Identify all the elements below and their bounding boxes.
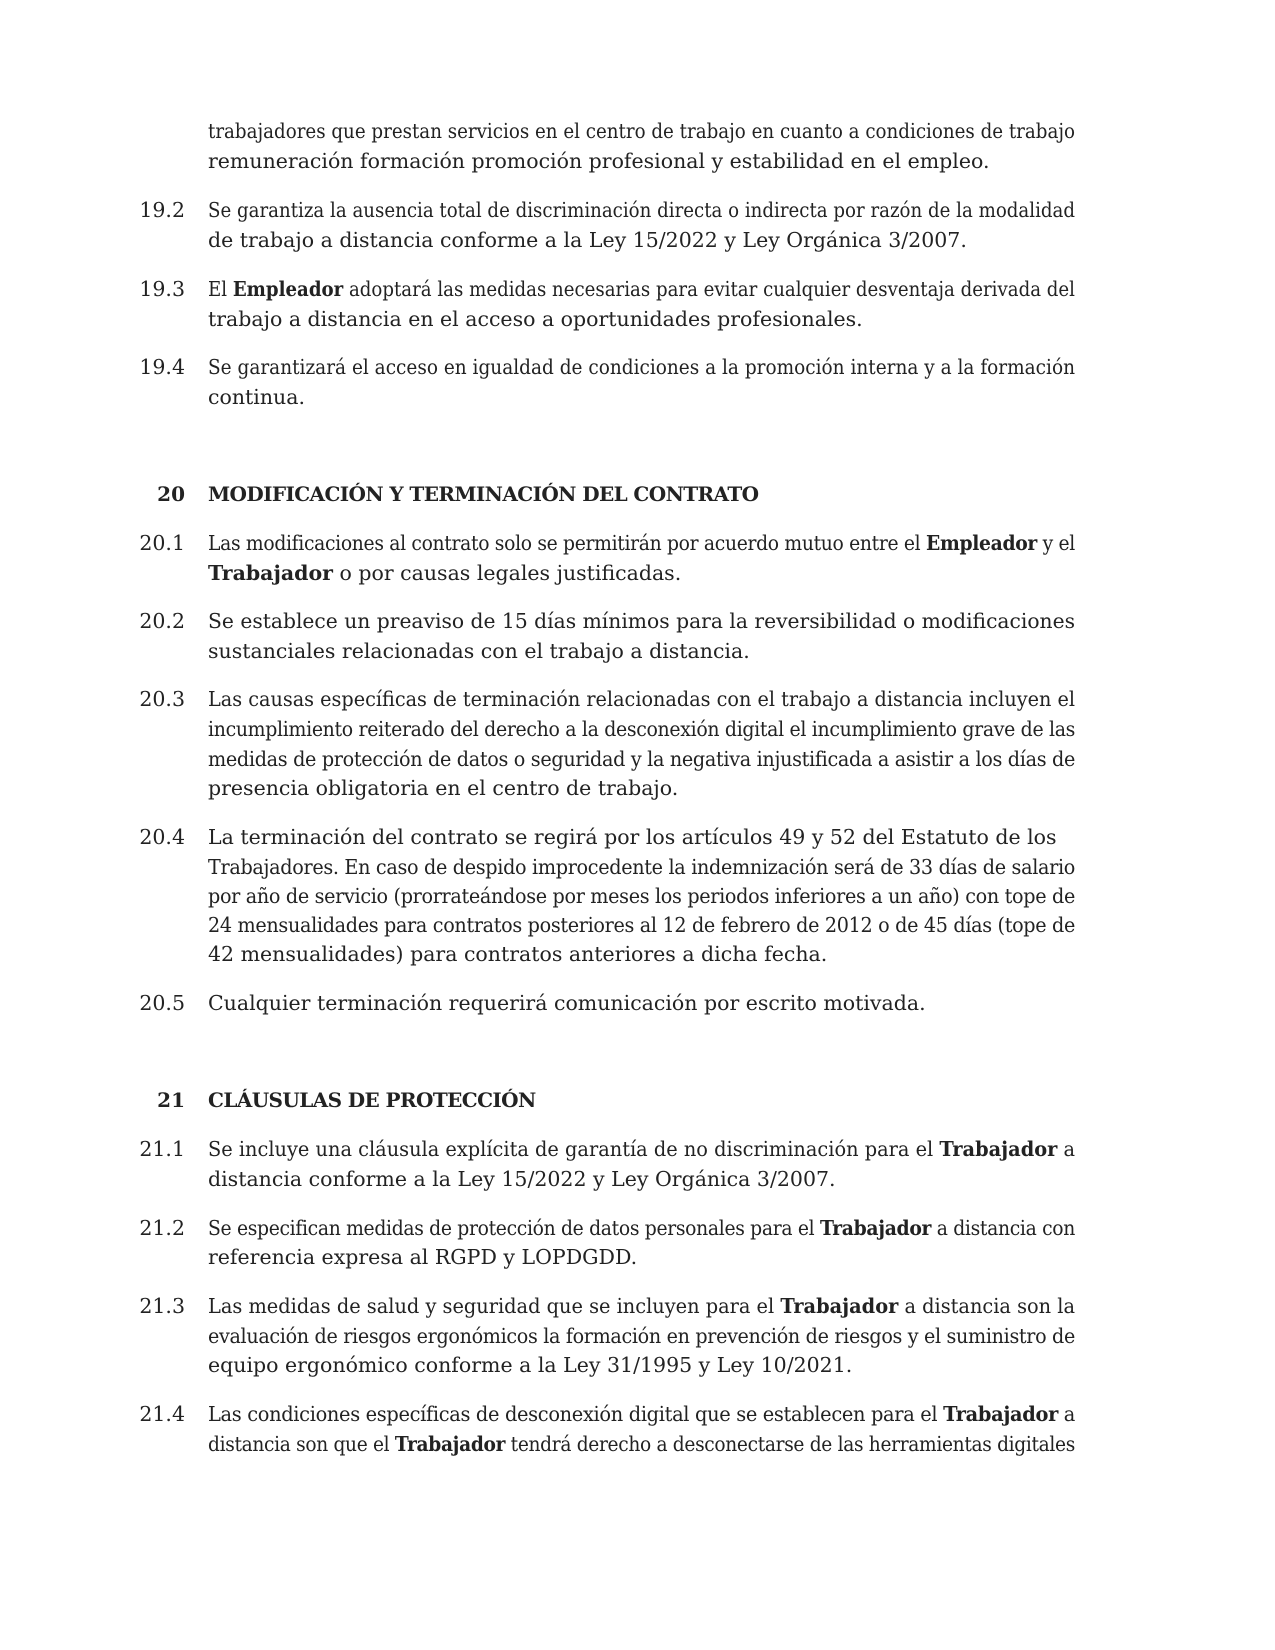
clause-number: 20.3 [139, 687, 185, 711]
clause-text: Cualquier terminación requerirá comunicación por escrito motivada. [208, 991, 926, 1015]
clause-text: El Empleador adoptará las medidas necesarias para evitar cualquier desventaja derivada del [208, 277, 1075, 301]
defined-term: Empleador [232, 277, 344, 301]
clause-text: Las causas específicas de terminación relacionadas con el trabajo a distancia incluyen el [208, 687, 1076, 711]
clause-text: por año de servicio (prorrateándose por meses los periodos inferiores a un año) con tope de [208, 884, 1075, 908]
clause-number: 21.3 [139, 1294, 185, 1318]
clause-number: 19.4 [139, 355, 185, 379]
clause-text: trabajadores que prestan servicios en el centro de trabajo en cuanto a condiciones de trabajo [208, 119, 1075, 143]
clause-text: evaluación de riesgos ergonómicos la formación en prevención de riesgos y el suministro de [208, 1324, 1075, 1348]
section-number: 20 [157, 482, 185, 506]
clause-text: Se garantiza la ausencia total de discriminación directa o indirecta por razón de la modalidad [208, 198, 1076, 222]
defined-term: Trabajador [394, 1432, 506, 1456]
clause-number: 19.3 [139, 277, 185, 301]
clause-text: presencia obligatoria en el centro de trabajo. [208, 776, 679, 800]
clause-text: equipo ergonómico conforme a la Ley 31/1995 y Ley 10/2021. [208, 1353, 853, 1377]
clause-text: trabajo a distancia en el acceso a oportunidades profesionales. [208, 307, 863, 331]
clause-text: Las condiciones específicas de desconexión digital que se establecen para el Trabajador a [208, 1402, 1076, 1426]
clause-text: La terminación del contrato se regirá por los artículos 49 y 52 del Estatuto de los [208, 825, 1057, 849]
clause-text: Trabajadores. En caso de despido improcedente la indemnización será de 33 días de salario [208, 855, 1076, 879]
clause-text: de trabajo a distancia conforme a la Ley 15/2022 y Ley Orgánica 3/2007. [208, 228, 967, 252]
section-number: 21 [157, 1088, 185, 1112]
clause-text: distancia son que el Trabajador tendrá derecho a desconectarse de las herramientas digitales [208, 1432, 1075, 1456]
clause-text: sustanciales relacionadas con el trabajo a distancia. [208, 639, 750, 663]
clause-number: 19.2 [139, 198, 185, 222]
clause-text: 24 mensualidades para contratos posteriores al 12 de febrero de 2012 o de 45 días (tope de [208, 913, 1076, 937]
defined-term: Trabajador [208, 561, 333, 585]
clause-text: continua. [208, 385, 305, 409]
clause-number: 20.4 [139, 825, 185, 849]
clause-text: 42 mensualidades) para contratos anteriores a dicha fecha. [208, 942, 828, 966]
clause-text: Se garantizará el acceso en igualdad de condiciones a la promoción interna y a la formación [208, 355, 1075, 379]
clause-number: 20.1 [139, 531, 185, 555]
clause-text: medidas de protección de datos o seguridad y la negativa injustificada a asistir a los días de [208, 747, 1075, 771]
defined-term: Trabajador [819, 1216, 932, 1240]
clause-text: Las medidas de salud y seguridad que se incluyen para el Trabajador a distancia son la [208, 1294, 1076, 1318]
clause-number: 21.1 [139, 1137, 185, 1161]
section-title: MODIFICACIÓN Y TERMINACIÓN DEL CONTRATO [208, 482, 759, 506]
defined-term: Empleador [925, 531, 1037, 555]
clause-text: distancia conforme a la Ley 15/2022 y Ley Orgánica 3/2007. [208, 1167, 836, 1191]
clause-text: Las modificaciones al contrato solo se permitirán por acuerdo mutuo entre el Empleador y el [208, 531, 1075, 555]
clause-text: Trabajador o por causas legales justificadas. [208, 561, 682, 585]
clause-text: referencia expresa al RGPD y LOPDGDD. [208, 1245, 638, 1269]
clause-text: Se incluye una cláusula explícita de garantía de no discriminación para el Trabajador a [208, 1137, 1076, 1161]
clause-number: 20.5 [139, 991, 185, 1015]
clause-text: Se establece un preaviso de 15 días mínimos para la reversibilidad o modificaciones [208, 609, 1076, 633]
clause-number: 20.2 [139, 609, 185, 633]
defined-term: Trabajador [943, 1402, 1058, 1426]
clause-number: 21.4 [139, 1402, 185, 1426]
clause-number: 21.2 [139, 1216, 185, 1240]
clause-text: remuneración formación promoción profesional y estabilidad en el empleo. [208, 149, 990, 173]
section-title: CLÁUSULAS DE PROTECCIÓN [208, 1088, 536, 1112]
defined-term: Trabajador [780, 1294, 899, 1318]
clause-text: incumplimiento reiterado del derecho a la desconexión digital el incumplimiento grave de las [208, 717, 1076, 741]
clause-text: Se especifican medidas de protección de datos personales para el Trabajador a distancia con [208, 1216, 1076, 1240]
defined-term: Trabajador [939, 1137, 1058, 1161]
